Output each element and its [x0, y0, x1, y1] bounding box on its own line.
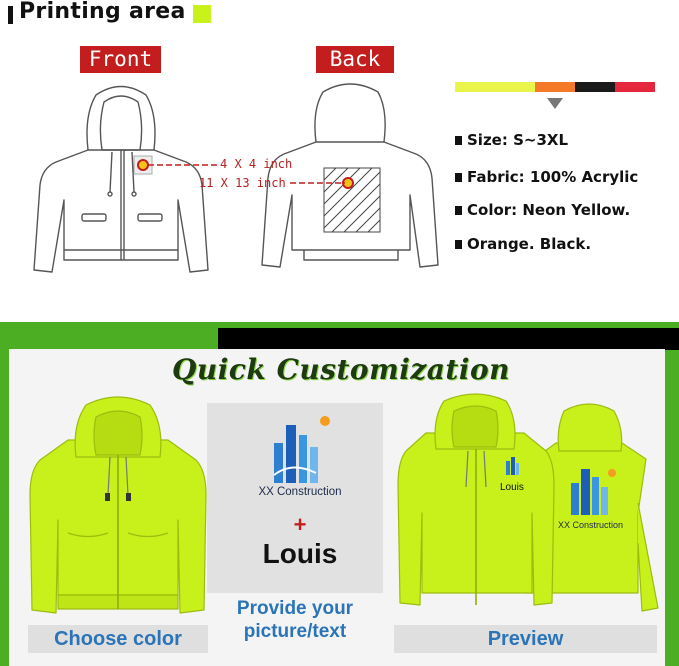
bullet-icon	[455, 240, 462, 249]
bullet-icon	[455, 206, 462, 215]
preview-caption: Preview	[394, 625, 657, 653]
logo-company-text: XX Construction	[258, 486, 342, 498]
spec-color	[455, 201, 630, 219]
neon-hoodie-front	[28, 395, 208, 625]
bullet-icon	[455, 136, 462, 145]
custom-name-text: Louis	[262, 538, 338, 569]
swatch-orange	[535, 82, 575, 92]
spec-size-text: Size: S~3XL	[467, 131, 569, 149]
header-title: Printing area	[19, 0, 186, 24]
customization-title: Quick Customization	[172, 353, 511, 386]
spec-size	[455, 131, 568, 149]
preview-hoodies	[396, 393, 664, 623]
back-label: Back	[316, 46, 394, 73]
preview-name-text: Louis	[500, 482, 524, 493]
swatch-black	[575, 82, 615, 92]
plus-sign: +	[293, 512, 307, 537]
color-strip	[455, 82, 655, 92]
bullet-icon	[455, 173, 462, 182]
front-label: Front	[80, 46, 161, 73]
spec-fabric-text: Fabric: 100% Acrylic	[467, 168, 639, 186]
swatch-red	[615, 82, 655, 92]
swatch-yellow	[455, 82, 535, 92]
building-logo-icon	[272, 413, 332, 483]
spec-color-2	[455, 235, 591, 253]
choose-color-caption: Choose color	[28, 625, 208, 653]
header-accent-square	[193, 5, 211, 23]
preview-logo-text: XX Construction	[558, 520, 624, 530]
spec-color-2-text: Orange. Black.	[467, 235, 592, 253]
swatch-pointer-icon	[547, 98, 563, 110]
back-dimension: 11 X 13 inch	[199, 176, 286, 190]
chest-dimension: 4 X 4 inch	[220, 157, 293, 171]
black-banner	[218, 328, 679, 350]
header-marker	[8, 6, 13, 24]
provide-picture-caption: Provide your picture/text	[236, 598, 354, 642]
spec-color-text: Color: Neon Yellow.	[467, 201, 631, 219]
spec-fabric	[455, 168, 638, 186]
